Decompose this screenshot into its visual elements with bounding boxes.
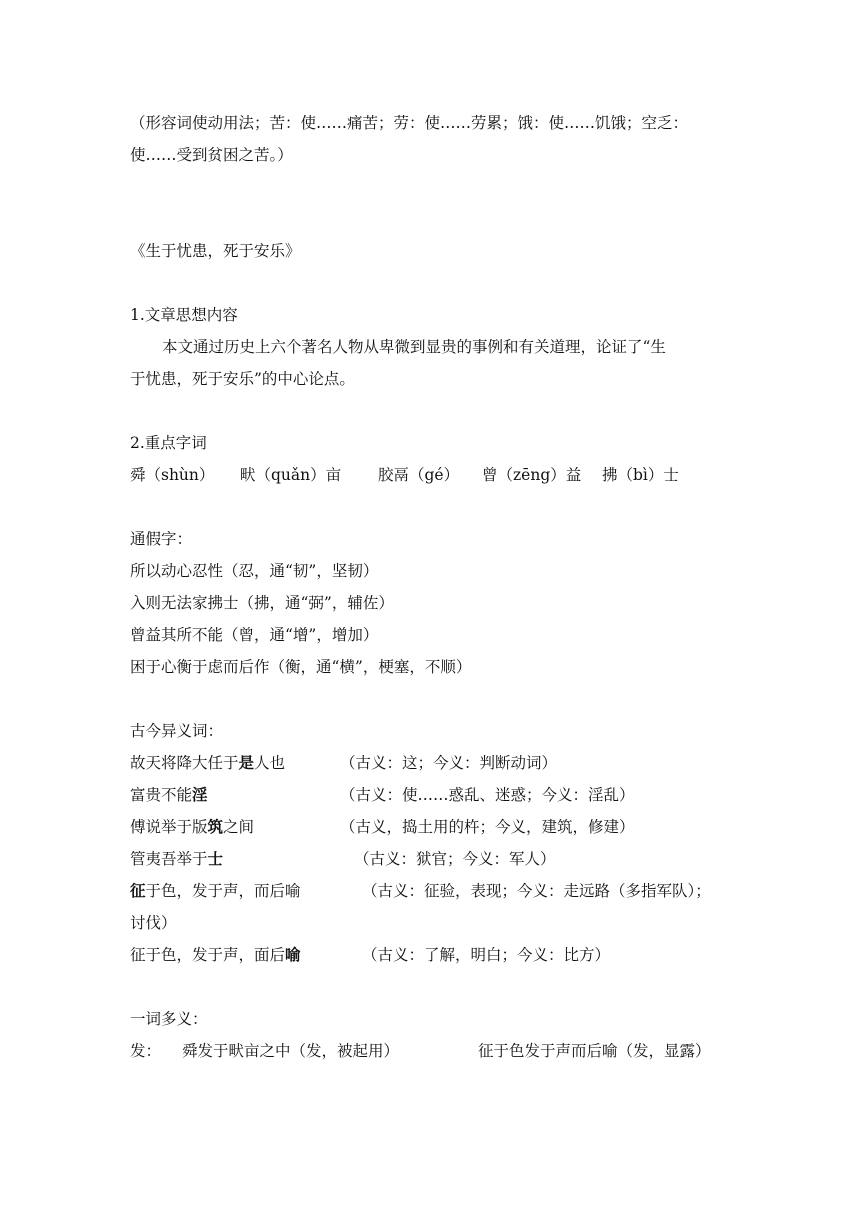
tongjiazi-item: 所以动心忍性（忍，通“韧”，坚韧） bbox=[130, 562, 379, 580]
duoyi-sense: 征于色发于声而后喻（发，显露） bbox=[478, 1042, 711, 1060]
gujin-explain-cont: 讨伐） bbox=[130, 914, 177, 932]
gujin-example: 富贵不能淫 bbox=[130, 785, 208, 804]
intro-note-line2: 使……受到贫困之苦。） bbox=[130, 146, 293, 164]
pinyin-item: 舜（shùn） bbox=[130, 466, 215, 484]
key-word: 士 bbox=[207, 849, 224, 868]
pinyin-item: 拂（bì）士 bbox=[602, 466, 679, 484]
section2-heading: 2.重点字词 bbox=[130, 434, 207, 452]
gujin-example: 征于色，发于声，面后喻 bbox=[130, 945, 301, 964]
gujin-example: 征于色，发于声，而后喻 bbox=[130, 881, 301, 900]
gujin-heading: 古今异义词： bbox=[130, 722, 224, 740]
section1-heading: 1.文章思想内容 bbox=[130, 306, 238, 324]
pinyin-item: 曾（zēng）益 bbox=[482, 466, 582, 484]
section1-para-line2: 于忧患，死于安乐”的中心论点。 bbox=[130, 370, 355, 388]
key-word: 筑 bbox=[207, 817, 224, 836]
gujin-explain: （古义：使……惑乱、迷惑；今义：淫乱） bbox=[340, 786, 635, 804]
duoyi-sense: 舜发于畎亩之中（发，被起用） bbox=[182, 1042, 400, 1060]
gujin-example: 傅说举于版筑之间 bbox=[130, 817, 255, 836]
gujin-explain: （古义：狱官；今义：军人） bbox=[354, 850, 556, 868]
key-word: 是 bbox=[238, 753, 255, 772]
key-word: 喻 bbox=[285, 945, 301, 964]
tongjiazi-item: 曾益其所不能（曾，通“增”，增加） bbox=[130, 626, 379, 644]
pinyin-item: 胶鬲（gé） bbox=[378, 466, 460, 484]
key-word: 征 bbox=[130, 881, 146, 900]
gujin-explain: （古义，捣土用的杵；今义，建筑，修建） bbox=[340, 818, 635, 836]
intro-note-line1: （形容词使动用法；苦：使……痛苦；劳：使……劳累；饿：使……饥饿；空乏： bbox=[130, 114, 689, 132]
duoyi-heading: 一词多义： bbox=[130, 1010, 208, 1028]
duoyi-word: 发： bbox=[130, 1042, 162, 1060]
gujin-explain: （古义：了解，明白；今义：比方） bbox=[362, 946, 611, 964]
pinyin-item: 畎（quǎn）亩 bbox=[240, 466, 342, 484]
key-word: 淫 bbox=[192, 785, 208, 804]
section1-para-line1: 本文通过历史上六个著名人物从卑微到显贵的事例和有关道理，论证了“生 bbox=[162, 338, 666, 356]
gujin-explain: （古义：这；今义：判断动词） bbox=[340, 754, 558, 772]
gujin-example: 故天将降大任于是人也 bbox=[130, 753, 286, 772]
tongjiazi-item: 困于心衡于虑而后作（衡，通“横”，梗塞，不顺） bbox=[130, 658, 472, 676]
gujin-example: 管夷吾举于士 bbox=[130, 849, 224, 868]
tongjiazi-item: 入则无法家拂士（拂，通“弼”，辅佐） bbox=[130, 594, 394, 612]
lesson-title: 《生于忧患，死于安乐》 bbox=[130, 242, 301, 260]
tongjiazi-heading: 通假字： bbox=[130, 530, 193, 548]
gujin-explain: （古义：征验，表现；今义：走远路（多指军队）； bbox=[362, 882, 711, 900]
